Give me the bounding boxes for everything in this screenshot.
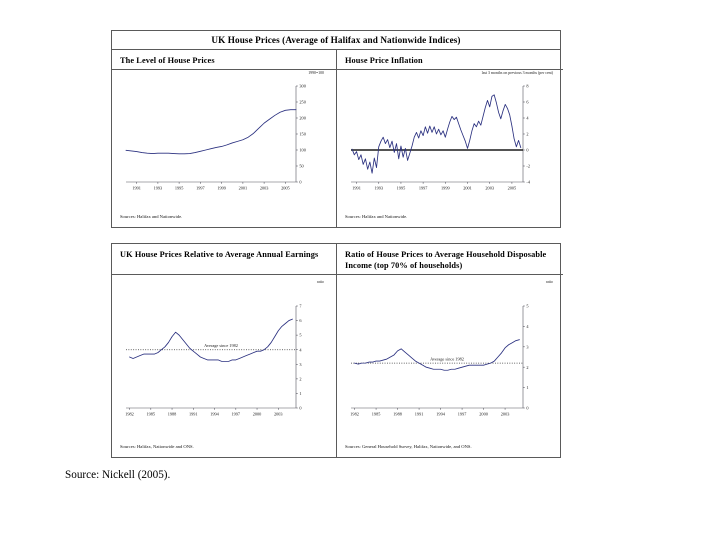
panel-title-rule (112, 69, 336, 70)
svg-text:300: 300 (299, 83, 306, 89)
sources-earnings: Sources: Halifax, Nationwide and ONS. (120, 444, 194, 449)
svg-text:50: 50 (299, 163, 304, 169)
sources-income: Sources: General Household Survey, Halifax, Nationwide, and ONS. (345, 444, 472, 449)
svg-text:2000: 2000 (479, 411, 488, 417)
svg-text:1988: 1988 (393, 411, 402, 417)
svg-text:7: 7 (299, 303, 302, 309)
svg-text:1993: 1993 (153, 184, 163, 190)
panel-level-of-house-prices (112, 50, 337, 227)
svg-text:0: 0 (299, 405, 302, 411)
svg-text:5: 5 (299, 332, 302, 338)
panel-house-price-inflation (337, 50, 563, 227)
sources-level: Sources: Halifax and Nationwide. (120, 214, 183, 219)
panel-prices-to-disposable-income (337, 244, 563, 457)
svg-text:2003: 2003 (273, 411, 283, 417)
svg-text:Average since 1982: Average since 1982 (430, 356, 464, 362)
svg-text:1982: 1982 (125, 411, 134, 417)
svg-text:150: 150 (299, 131, 306, 137)
svg-text:1988: 1988 (167, 411, 177, 417)
svg-text:1997: 1997 (457, 411, 467, 417)
svg-text:2003: 2003 (500, 411, 510, 417)
svg-text:1991: 1991 (188, 411, 198, 417)
panel-prices-to-earnings (112, 244, 337, 457)
svg-text:0: 0 (299, 179, 302, 185)
svg-text:0: 0 (526, 147, 529, 153)
panel-title-earnings: UK House Prices Relative to Average Annual Earnings (120, 250, 319, 259)
panel-title-inflation: House Price Inflation (345, 56, 423, 65)
svg-text:4: 4 (299, 347, 302, 353)
svg-text:2005: 2005 (507, 184, 517, 190)
plot-income (345, 300, 557, 428)
svg-text:5: 5 (526, 303, 529, 309)
svg-text:1997: 1997 (231, 411, 241, 417)
svg-text:-2: -2 (526, 163, 530, 169)
svg-text:3: 3 (299, 361, 302, 367)
svg-text:6: 6 (526, 99, 529, 105)
svg-text:2: 2 (526, 364, 529, 370)
figure-top-panels (112, 50, 560, 227)
units-label-earnings: ratio (316, 280, 324, 284)
svg-text:1994: 1994 (210, 411, 219, 417)
svg-text:2001: 2001 (463, 184, 472, 190)
chart-house-price-inflation (345, 80, 557, 202)
svg-text:1985: 1985 (371, 411, 381, 417)
figure-top-title: UK House Prices (Average of Halifax and Nationwide Indices) (112, 31, 560, 50)
plot-level (120, 80, 330, 202)
svg-text:8: 8 (526, 83, 529, 89)
panel-title-income: Ratio of House Prices to Average Household Disposable Income (top 70% of households) (345, 250, 547, 270)
units-label-level: 1990=100 (308, 71, 324, 75)
units-label-income: ratio (545, 280, 553, 284)
svg-text:-4: -4 (526, 179, 530, 185)
svg-text:2000: 2000 (252, 411, 262, 417)
panel-title-rule (112, 274, 336, 275)
svg-text:2005: 2005 (281, 184, 290, 190)
svg-text:1: 1 (526, 385, 529, 391)
figure-top (111, 30, 561, 228)
svg-text:1995: 1995 (174, 184, 184, 190)
svg-text:250: 250 (299, 99, 306, 105)
svg-text:100: 100 (299, 147, 306, 153)
svg-text:1991: 1991 (414, 411, 424, 417)
svg-text:1993: 1993 (374, 184, 384, 190)
svg-text:200: 200 (299, 115, 306, 121)
svg-text:3: 3 (526, 344, 529, 350)
svg-text:2003: 2003 (259, 184, 269, 190)
svg-text:1995: 1995 (396, 184, 406, 190)
sources-inflation: Sources: Halifax and Nationwide. (345, 214, 408, 219)
plot-inflation (345, 80, 557, 202)
units-label-inflation: last 3 months on previous 3 months (per cent) (481, 71, 553, 75)
svg-text:0: 0 (526, 405, 529, 411)
svg-text:2: 2 (299, 376, 302, 382)
panel-title-rule (337, 274, 563, 275)
svg-text:2003: 2003 (485, 184, 495, 190)
svg-text:1994: 1994 (436, 411, 445, 417)
figure-bottom-panels (112, 244, 560, 457)
svg-text:1999: 1999 (441, 184, 450, 190)
svg-text:1: 1 (299, 391, 302, 397)
chart-house-prices-to-disposable-income (345, 300, 557, 428)
svg-text:1999: 1999 (217, 184, 226, 190)
svg-text:6: 6 (299, 318, 302, 324)
svg-text:1982: 1982 (350, 411, 359, 417)
plot-earnings (120, 300, 330, 428)
panel-title-rule (337, 69, 563, 70)
svg-text:Average since 1982: Average since 1982 (204, 343, 238, 349)
figure-bottom (111, 243, 561, 458)
svg-text:4: 4 (526, 324, 529, 329)
panel-title-level: The Level of House Prices (120, 56, 215, 65)
svg-text:2001: 2001 (238, 184, 248, 190)
chart-house-prices-to-earnings (120, 300, 330, 428)
slide-source-caption: Source: Nickell (2005). (65, 469, 171, 481)
svg-text:1991: 1991 (352, 184, 361, 190)
svg-text:1991: 1991 (132, 184, 141, 190)
svg-text:1997: 1997 (418, 184, 428, 190)
svg-text:2: 2 (526, 131, 529, 137)
svg-text:4: 4 (526, 115, 529, 121)
svg-text:1985: 1985 (146, 411, 156, 417)
chart-level-of-house-prices (120, 80, 330, 202)
svg-text:1997: 1997 (196, 184, 205, 190)
